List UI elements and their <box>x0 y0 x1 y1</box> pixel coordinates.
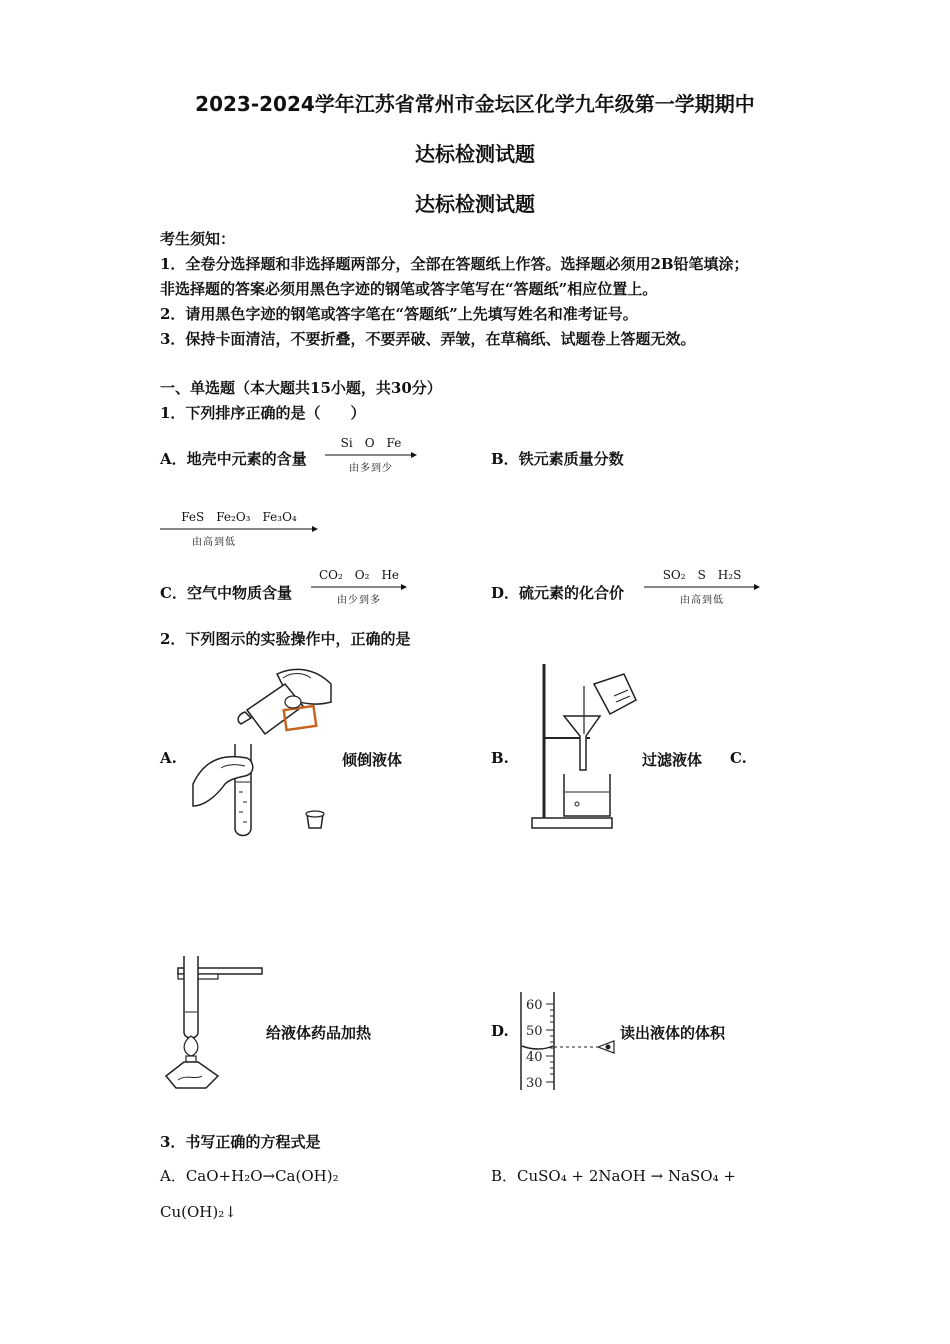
q1-option-a-arrow <box>325 434 417 474</box>
notice-item-3: 3．保持卡面清洁，不要折叠，不要弄破、弄皱，在草稿纸、试题卷上答题无效。 <box>160 330 696 348</box>
q2-option-c-caption: 给液体药品加热 <box>266 1024 372 1042</box>
cylinder-scale-30: 30 <box>526 1076 543 1091</box>
q1-option-c-arrow <box>311 566 407 606</box>
q1-a-arrow-bottom: 由多到少 <box>349 463 393 474</box>
arrow-right-icon <box>311 583 407 591</box>
q1-d-arrow-top: SO₂ S H₂S <box>662 568 742 582</box>
cylinder-scale-40: 40 <box>526 1050 543 1065</box>
exam-title-line3: 达标检测试题 <box>415 192 535 216</box>
question-1-stem: 1．下列排序正确的是（ ） <box>160 404 366 422</box>
q3-option-b-continued: Cu(OH)₂↓ <box>160 1203 237 1221</box>
q3-option-a: A．CaO+H₂O→Ca(OH)₂ <box>160 1167 339 1185</box>
question-2-stem: 2．下列图示的实验操作中，正确的是 <box>160 630 411 648</box>
exam-title-line1: 2023-2024学年江苏省常州市金坛区化学九年级第一学期期中 <box>195 92 755 116</box>
q1-a-arrow-top: Si O Fe <box>340 436 402 450</box>
eye-icon <box>598 1041 614 1053</box>
notice-item-2: 2．请用黑色字迹的钢笔或答字笔在“答题纸”上先填写姓名和准考证号。 <box>160 305 638 323</box>
q1-option-a-label: A．地壳中元素的含量 <box>160 450 307 468</box>
q1-c-arrow-top: CO₂ O₂ He <box>318 568 400 582</box>
q2-option-a-label: A. <box>160 749 177 767</box>
q1-c-arrow-bottom: 由少到多 <box>337 595 381 606</box>
filtration-illustration <box>528 662 640 832</box>
q1-option-d-label: D．硫元素的化合价 <box>491 584 625 602</box>
q1-b-arrow-bottom: 由高到低 <box>192 537 236 548</box>
notice-item-1b: 非选择题的答案必须用黑色字迹的钢笔或答字笔写在“答题纸”相应位置上。 <box>160 280 658 298</box>
notice-heading: 考生须知： <box>160 230 236 248</box>
arrow-right-icon <box>325 451 417 459</box>
exam-title-line2: 达标检测试题 <box>415 142 535 166</box>
graduated-cylinder-illustration <box>518 990 618 1092</box>
q2-option-d-caption: 读出液体的体积 <box>620 1024 726 1042</box>
q2-option-a-caption: 倾倒液体 <box>342 751 403 769</box>
q1-b-arrow-top: FeS Fe₂O₃ Fe₃O₄ <box>181 510 297 524</box>
q2-option-b-label: B. <box>491 749 509 767</box>
q1-option-c-label: C．空气中物质含量 <box>160 584 292 602</box>
pouring-liquid-illustration <box>185 662 335 840</box>
notice-item-1a: 1．全卷分选择题和非选择题两部分，全部在答题纸上作答。选择题必须用2B铅笔填涂； <box>160 255 749 273</box>
q2-option-b-caption: 过滤液体 <box>642 751 703 769</box>
cylinder-scale-50: 50 <box>526 1024 543 1039</box>
q2-option-c-label: C. <box>730 749 747 767</box>
section-heading: 一、单选题（本大题共15小题，共30分） <box>160 379 442 397</box>
q2-option-d-label: D. <box>491 1022 509 1040</box>
arrow-right-icon <box>160 525 318 533</box>
q3-option-b: B．CuSO₄ + 2NaOH → NaSO₄ + <box>491 1167 736 1185</box>
heating-liquid-illustration <box>158 952 266 1090</box>
cylinder-scale-60: 60 <box>526 998 543 1013</box>
q1-option-b-arrow <box>160 508 318 548</box>
q1-d-arrow-bottom: 由高到低 <box>680 595 724 606</box>
arrow-right-icon <box>644 583 760 591</box>
q1-option-b-label: B．铁元素质量分数 <box>491 450 624 468</box>
question-3-stem: 3．书写正确的方程式是 <box>160 1133 321 1151</box>
q1-option-d-arrow <box>644 566 760 606</box>
